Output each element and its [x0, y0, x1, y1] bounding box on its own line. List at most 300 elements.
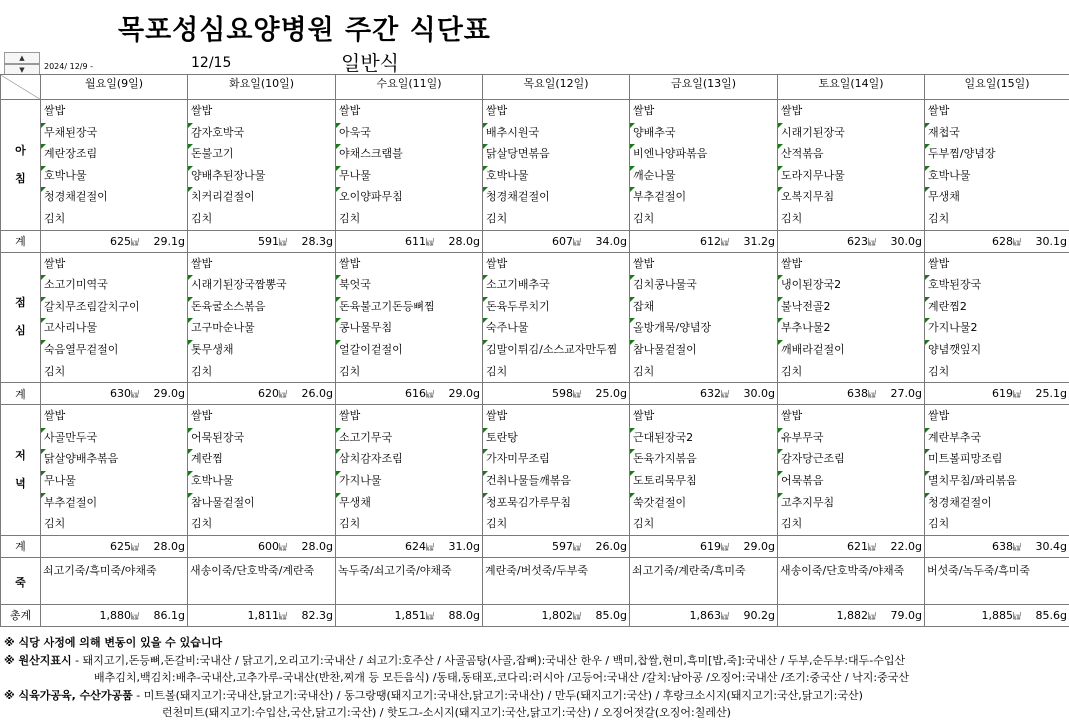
date-start: 2024/ 12/9 -: [44, 62, 93, 71]
protein-value: 26.0g: [301, 387, 333, 401]
menu-item: 배추시원국: [483, 122, 629, 144]
kcal-unit: ㎉: [1013, 390, 1021, 400]
menu-item: 쌀밥: [633, 256, 655, 270]
notes: [4, 634, 909, 722]
breakfast-day-cell: [925, 100, 1069, 231]
menu-item: 무나물: [41, 470, 187, 492]
lunch-day-cell: [483, 252, 630, 383]
menu-item: 소고기미역국: [41, 274, 187, 296]
protein-value: 30.0g: [743, 387, 775, 401]
protein-value: 28.0g: [153, 539, 185, 553]
menu-item: 소고기배추국: [483, 274, 629, 296]
lunch-day-cell: [925, 252, 1069, 383]
menu-item: 무생채: [925, 186, 1069, 208]
lunch-day-cell: [778, 252, 925, 383]
menu-item: 오복지무침: [778, 186, 924, 208]
kcal-value: 620: [258, 387, 279, 401]
total-kcal: 1,880: [99, 608, 131, 622]
menu-item: 쌀밥: [928, 104, 950, 117]
protein-value: 30.0g: [890, 234, 922, 248]
juk-item: 계란죽/버섯죽/두부죽: [485, 563, 589, 577]
menu-item: 사골만두국: [41, 427, 187, 449]
menu-item: 톳무생채: [188, 339, 335, 361]
menu-item: 깨순나물: [630, 165, 777, 187]
menu-item: 토란탕: [483, 427, 629, 449]
menu-item: 김치: [633, 517, 655, 531]
kcal-value: 619: [700, 539, 721, 553]
menu-item: 유부무국: [778, 427, 924, 449]
menu-item: 김말이튀김/소스교자만두찜: [483, 339, 629, 361]
protein-value: 30.4g: [1035, 539, 1067, 553]
juk-item: 쇠고기죽/계란죽/흑미죽: [632, 563, 746, 577]
menu-item: 돈육두루치기: [483, 296, 629, 318]
note-2-label: ※ 원산지표시: [4, 653, 72, 667]
menu-item: 김치: [339, 211, 361, 225]
note-2-text: - 돼지고기,돈등뼈,돈갈비:국내산 / 닭고기,오리고기:국내산 / 쇠고기:호주산 / 사골곰탕(사골,잡뼈):국내산 한우 / 백미,찹쌀,현미,흑미[밥,죽]:국내산 / 두부,순두부:대두-수입산: [71, 653, 906, 667]
menu-item: 쌀밥: [44, 409, 66, 423]
menu-item: 김치: [191, 517, 213, 531]
kcal-unit: ㎉: [721, 611, 729, 621]
kcal-value: 607: [552, 234, 573, 248]
menu-item: 양념깻잎지: [925, 339, 1069, 361]
day-header: 일요일(15일): [925, 75, 1069, 100]
menu-item: 청포묵김가루무침: [483, 492, 629, 514]
menu-item: 호박나물: [483, 165, 629, 187]
menu-item: 호박나물: [41, 165, 187, 187]
dinner-day-cell: [41, 405, 188, 536]
breakfast-day-cell: [483, 100, 630, 231]
menu-item: 쌀밥: [191, 256, 213, 270]
menu-item: 김치: [486, 517, 508, 531]
menu-item: 쌀밥: [339, 409, 361, 423]
menu-item: 청경채겉절이: [925, 492, 1069, 514]
kcal-value: 616: [405, 387, 426, 401]
menu-item: 김치: [44, 211, 66, 225]
protein-value: 31.2g: [743, 234, 775, 248]
menu-item: 쌀밥: [339, 104, 361, 117]
breakfast-sum-cell: [41, 230, 188, 252]
juk-item: 녹두죽/쇠고기죽/야채죽: [338, 563, 452, 577]
menu-item: 시래기된장국: [778, 122, 924, 144]
menu-item: 돈육가지볶음: [630, 448, 777, 470]
page-title: 목포성심요양병원 주간 식단표: [118, 15, 491, 46]
date-end: 12/15: [191, 55, 232, 71]
lunch-sum-cell: [630, 383, 778, 405]
menu-item: 냉이된장국2: [778, 274, 924, 296]
kcal-unit: ㎉: [721, 237, 729, 247]
juk-cell: [41, 557, 188, 604]
day-header: 금요일(13일): [630, 75, 778, 100]
kcal-unit: ㎉: [426, 542, 434, 552]
menu-item: 어묵볶음: [778, 470, 924, 492]
sum-label: 계: [1, 230, 41, 252]
menu-item: 돈육굴소스볶음: [188, 296, 335, 318]
menu-item: 가지나물: [336, 470, 482, 492]
lunch-sum-cell: [336, 383, 483, 405]
menu-item: 얼갈이겉절이: [336, 339, 482, 361]
menu-item: 쌀밥: [781, 104, 803, 117]
total-kcal: 1,802: [541, 608, 573, 622]
dinner-sum-cell: [630, 535, 778, 557]
kcal-value: 632: [700, 387, 721, 401]
juk-cell: [483, 557, 630, 604]
menu-item: 쑥갓겉절이: [630, 492, 777, 514]
dinner-day-cell: [188, 405, 336, 536]
header-row: [1, 75, 1069, 100]
menu-item: 김치: [486, 211, 508, 225]
dinner-sum-row: [1, 535, 1069, 557]
total-protein: 85.0g: [595, 608, 627, 622]
total-cell: [483, 604, 630, 626]
menu-item: 쌀밥: [191, 104, 213, 117]
total-cell: [188, 604, 336, 626]
menu-item: 김치: [191, 364, 213, 378]
menu-item: 김치: [781, 211, 803, 225]
menu-item: 김치: [928, 517, 950, 531]
menu-item: 김치: [928, 364, 950, 378]
menu-item: 참나물겉절이: [630, 339, 777, 361]
menu-table: [0, 74, 1069, 627]
menu-item: 쌀밥: [191, 409, 213, 423]
menu-item: 쌀밥: [486, 409, 508, 423]
menu-item: 쌀밥: [928, 409, 950, 423]
total-cell: [41, 604, 188, 626]
menu-item: 쌀밥: [486, 104, 508, 117]
total-protein: 90.2g: [743, 608, 775, 622]
breakfast-day-cell: [336, 100, 483, 231]
note-3: 배추김치,백김치:배추-국내산,고추가루-국내산(반찬,찌개 등 모든음식) /동태,동태포,코다리:러시아 /고등어:국내산 /갈치:남아공 /오징어:국내산 /조기:중국산 / 낙지:중국산: [94, 671, 909, 684]
lunch-sum-row: [1, 383, 1069, 405]
menu-item: 청경채겉절이: [483, 186, 629, 208]
protein-value: 31.0g: [448, 539, 480, 553]
kcal-value: 621: [847, 539, 868, 553]
juk-row: [1, 557, 1069, 604]
protein-value: 34.0g: [595, 234, 627, 248]
lunch-day-cell: [188, 252, 336, 383]
menu-item: 갈치무조림갈치구이: [41, 296, 187, 318]
total-protein: 85.6g: [1035, 608, 1067, 622]
total-cell: [630, 604, 778, 626]
protein-value: 25.0g: [595, 387, 627, 401]
breakfast-sum-cell: [778, 230, 925, 252]
lunch-sum-cell: [483, 383, 630, 405]
kcal-value: 591: [258, 234, 279, 248]
menu-item: 고구마순나물: [188, 317, 335, 339]
menu-item: 참나물겉절이: [188, 492, 335, 514]
menu-item: 김치: [928, 211, 950, 225]
dinner-day-cell: [630, 405, 778, 536]
day-header: 토요일(14일): [778, 75, 925, 100]
menu-item: 김치: [191, 211, 213, 225]
kcal-value: 611: [405, 234, 426, 248]
total-cell: [925, 604, 1069, 626]
protein-value: 25.1g: [1035, 387, 1067, 401]
menu-item: 돈육불고기돈등뼈찜: [336, 296, 482, 318]
breakfast-label: 아 침: [1, 100, 41, 231]
total-kcal: 1,811: [247, 608, 279, 622]
menu-item: 멸치무침/꽈리볶음: [925, 470, 1069, 492]
kcal-unit: ㎉: [131, 611, 139, 621]
menu-item: 닭살당면볶음: [483, 143, 629, 165]
kcal-unit: ㎉: [131, 542, 139, 552]
menu-item: 재첩국: [925, 122, 1069, 144]
kcal-unit: ㎉: [868, 611, 876, 621]
note-4-label: ※ 식육가공육, 수산가공품: [4, 688, 133, 702]
menu-item: 가지나물2: [925, 317, 1069, 339]
juk-cell: [778, 557, 925, 604]
kcal-unit: ㎉: [868, 542, 876, 552]
total-protein: 82.3g: [301, 608, 333, 622]
menu-item: 계란부추국: [925, 427, 1069, 449]
juk-item: 쇠고기죽/흑미죽/야채죽: [43, 563, 157, 577]
lunch-row: [1, 252, 1069, 383]
kcal-value: 625: [110, 234, 131, 248]
menu-item: 계란찜2: [925, 296, 1069, 318]
menu-item: 미트볼피망조림: [925, 448, 1069, 470]
kcal-value: 624: [405, 539, 426, 553]
kcal-unit: ㎉: [279, 390, 287, 400]
menu-item: 김치: [486, 364, 508, 378]
protein-value: 28.0g: [301, 539, 333, 553]
juk-cell: [925, 557, 1069, 604]
kcal-value: 628: [992, 234, 1013, 248]
kcal-value: 600: [258, 539, 279, 553]
menu-item: 고추지무침: [778, 492, 924, 514]
menu-item: 쌀밥: [633, 409, 655, 423]
menu-item: 콩나물무침: [336, 317, 482, 339]
kcal-unit: ㎉: [426, 611, 434, 621]
kcal-value: 619: [992, 387, 1013, 401]
menu-item: 오이양파무침: [336, 186, 482, 208]
menu-item: 북엇국: [336, 274, 482, 296]
menu-item: 호박나물: [188, 470, 335, 492]
menu-item: 김치: [44, 364, 66, 378]
kcal-unit: ㎉: [131, 237, 139, 247]
lunch-sum-cell: [188, 383, 336, 405]
protein-value: 29.0g: [153, 387, 185, 401]
menu-item: 삼치감자조림: [336, 448, 482, 470]
menu-item: 도토리묵무침: [630, 470, 777, 492]
menu-item: 고사리나물: [41, 317, 187, 339]
kcal-unit: ㎉: [131, 390, 139, 400]
menu-item: 소고기무국: [336, 427, 482, 449]
menu-item: 쌀밥: [44, 104, 66, 117]
lunch-sum-cell: [925, 383, 1069, 405]
breakfast-sum-cell: [630, 230, 778, 252]
protein-value: 22.0g: [890, 539, 922, 553]
dinner-day-cell: [778, 405, 925, 536]
menu-item: 쌀밥: [339, 256, 361, 270]
dinner-sum-cell: [778, 535, 925, 557]
day-header: 월요일(9일): [41, 75, 188, 100]
menu-item: 건취나물들깨볶음: [483, 470, 629, 492]
kcal-value: 625: [110, 539, 131, 553]
juk-item: 새송이죽/단호박죽/계란죽: [190, 563, 315, 577]
kcal-value: 638: [992, 539, 1013, 553]
day-header: 화요일(10일): [188, 75, 336, 100]
menu-item: 계란장조림: [41, 143, 187, 165]
protein-value: 30.1g: [1035, 234, 1067, 248]
menu-item: 김치: [781, 364, 803, 378]
day-header: 목요일(12일): [483, 75, 630, 100]
menu-item: 부추겉절이: [41, 492, 187, 514]
menu-item: 김치: [339, 364, 361, 378]
menu-item: 김치: [44, 517, 66, 531]
juk-cell: [630, 557, 778, 604]
day-header: 수요일(11일): [336, 75, 483, 100]
menu-item: 아욱국: [336, 122, 482, 144]
total-kcal: 1,885: [981, 608, 1013, 622]
kcal-unit: ㎉: [279, 611, 287, 621]
spin-down-button[interactable]: ▼: [4, 64, 40, 76]
menu-item: 올방개묵/양념장: [630, 317, 777, 339]
menu-item: 부추나물2: [778, 317, 924, 339]
kcal-unit: ㎉: [868, 390, 876, 400]
dinner-sum-cell: [336, 535, 483, 557]
menu-item: 계란찜: [188, 448, 335, 470]
note-4-text: - 미트볼(돼지고기:국내산,닭고기:국내산) / 동그랑땡(돼지고기:국내산,닭고기:국내산) / 만두(돼지고기:국산) / 후랑크소시지(돼지고기:국산,닭고기:국산): [132, 688, 863, 702]
lunch-label: 점 심: [1, 252, 41, 383]
menu-item: 근대된장국2: [630, 427, 777, 449]
menu-item: 깨배라겉절이: [778, 339, 924, 361]
kcal-value: 612: [700, 234, 721, 248]
kcal-unit: ㎉: [426, 237, 434, 247]
menu-item: 김치: [633, 364, 655, 378]
total-label: 총계: [1, 604, 41, 626]
protein-value: 28.0g: [448, 234, 480, 248]
breakfast-sum-cell: [188, 230, 336, 252]
menu-item: 부추겉절이: [630, 186, 777, 208]
sum-label: 계: [1, 383, 41, 405]
menu-item: 산적볶음: [778, 143, 924, 165]
total-protein: 79.0g: [890, 608, 922, 622]
note-1: ※ 식당 사정에 의해 변동이 있을 수 있습니다: [4, 636, 223, 649]
kcal-unit: ㎉: [721, 542, 729, 552]
kcal-unit: ㎉: [721, 390, 729, 400]
protein-value: 29.1g: [153, 234, 185, 248]
kcal-unit: ㎉: [573, 611, 581, 621]
menu-item: 비엔나양파볶음: [630, 143, 777, 165]
dinner-sum-cell: [41, 535, 188, 557]
menu-item: 김치: [339, 517, 361, 531]
menu-item: 감자호박국: [188, 122, 335, 144]
menu-item: 무나물: [336, 165, 482, 187]
breakfast-sum-cell: [336, 230, 483, 252]
kcal-value: 598: [552, 387, 573, 401]
breakfast-day-cell: [188, 100, 336, 231]
kcal-value: 630: [110, 387, 131, 401]
corner-cell: [1, 75, 41, 100]
kcal-unit: ㎉: [279, 237, 287, 247]
kcal-unit: ㎉: [573, 542, 581, 552]
dinner-sum-cell: [925, 535, 1069, 557]
total-protein: 86.1g: [153, 608, 185, 622]
breakfast-sum-cell: [483, 230, 630, 252]
menu-item: 무채된장국: [41, 122, 187, 144]
kcal-unit: ㎉: [1013, 542, 1021, 552]
kcal-value: 597: [552, 539, 573, 553]
kcal-unit: ㎉: [426, 390, 434, 400]
lunch-day-cell: [41, 252, 188, 383]
dinner-day-cell: [925, 405, 1069, 536]
juk-label: 죽: [1, 557, 41, 604]
menu-item: 숙주나물: [483, 317, 629, 339]
dinner-row: [1, 405, 1069, 536]
kcal-unit: ㎉: [1013, 611, 1021, 621]
menu-item: 쌀밥: [44, 256, 66, 270]
lunch-day-cell: [630, 252, 778, 383]
dinner-sum-cell: [188, 535, 336, 557]
menu-item: 김치: [781, 517, 803, 531]
menu-item: 청경채겉절이: [41, 186, 187, 208]
menu-item: 돈불고기: [188, 143, 335, 165]
total-protein: 88.0g: [448, 608, 480, 622]
menu-item: 치커리겉절이: [188, 186, 335, 208]
menu-item: 잡채: [630, 296, 777, 318]
menu-item: 쌀밥: [928, 256, 950, 270]
protein-value: 27.0g: [890, 387, 922, 401]
menu-item: 두부찜/양념장: [925, 143, 1069, 165]
total-kcal: 1,851: [394, 608, 426, 622]
total-cell: [336, 604, 483, 626]
kcal-unit: ㎉: [279, 542, 287, 552]
breakfast-day-cell: [778, 100, 925, 231]
menu-item: 닭살양배추볶음: [41, 448, 187, 470]
dinner-day-cell: [483, 405, 630, 536]
menu-item: 가자미무조림: [483, 448, 629, 470]
lunch-sum-cell: [778, 383, 925, 405]
menu-item: 쌀밥: [486, 256, 508, 270]
menu-item: 호박나물: [925, 165, 1069, 187]
menu-item: 도라지무나물: [778, 165, 924, 187]
menu-item: 야채스크램블: [336, 143, 482, 165]
menu-item: 쌀밥: [781, 256, 803, 270]
menu-item: 김치: [633, 211, 655, 225]
note-5: 런천미트(돼지고기:수입산,국산,닭고기:국산) / 핫도그-소시지(돼지고기:국산,닭고기:국산) / 오징어젓갈(오징어:칠레산): [162, 706, 731, 719]
total-kcal: 1,863: [689, 608, 721, 622]
menu-item: 호박된장국: [925, 274, 1069, 296]
lunch-day-cell: [336, 252, 483, 383]
menu-item: 양배추국: [630, 122, 777, 144]
kcal-unit: ㎉: [868, 237, 876, 247]
kcal-unit: ㎉: [573, 237, 581, 247]
menu-item: 김치콩나물국: [630, 274, 777, 296]
spin-up-button[interactable]: ▲: [4, 52, 40, 64]
total-row: [1, 604, 1069, 626]
total-kcal: 1,882: [836, 608, 868, 622]
dinner-sum-cell: [483, 535, 630, 557]
menu-item: 어묵된장국: [188, 427, 335, 449]
protein-value: 26.0g: [595, 539, 627, 553]
menu-item: 감자당근조림: [778, 448, 924, 470]
kcal-value: 623: [847, 234, 868, 248]
juk-item: 새송이죽/단호박죽/야채죽: [780, 563, 905, 577]
breakfast-sum-row: [1, 230, 1069, 252]
meal-type: 일반식: [341, 51, 399, 75]
juk-item: 버섯죽/녹두죽/흑미죽: [927, 563, 1031, 577]
total-cell: [778, 604, 925, 626]
menu-item: 시래기된장국짬뽕국: [188, 274, 335, 296]
menu-item: 불낙전골2: [778, 296, 924, 318]
juk-cell: [188, 557, 336, 604]
menu-item: 쌀밥: [633, 104, 655, 117]
lunch-sum-cell: [41, 383, 188, 405]
kcal-unit: ㎉: [1013, 237, 1021, 247]
juk-cell: [336, 557, 483, 604]
menu-item: 숙음열무겉절이: [41, 339, 187, 361]
menu-item: 쌀밥: [781, 409, 803, 423]
breakfast-sum-cell: [925, 230, 1069, 252]
